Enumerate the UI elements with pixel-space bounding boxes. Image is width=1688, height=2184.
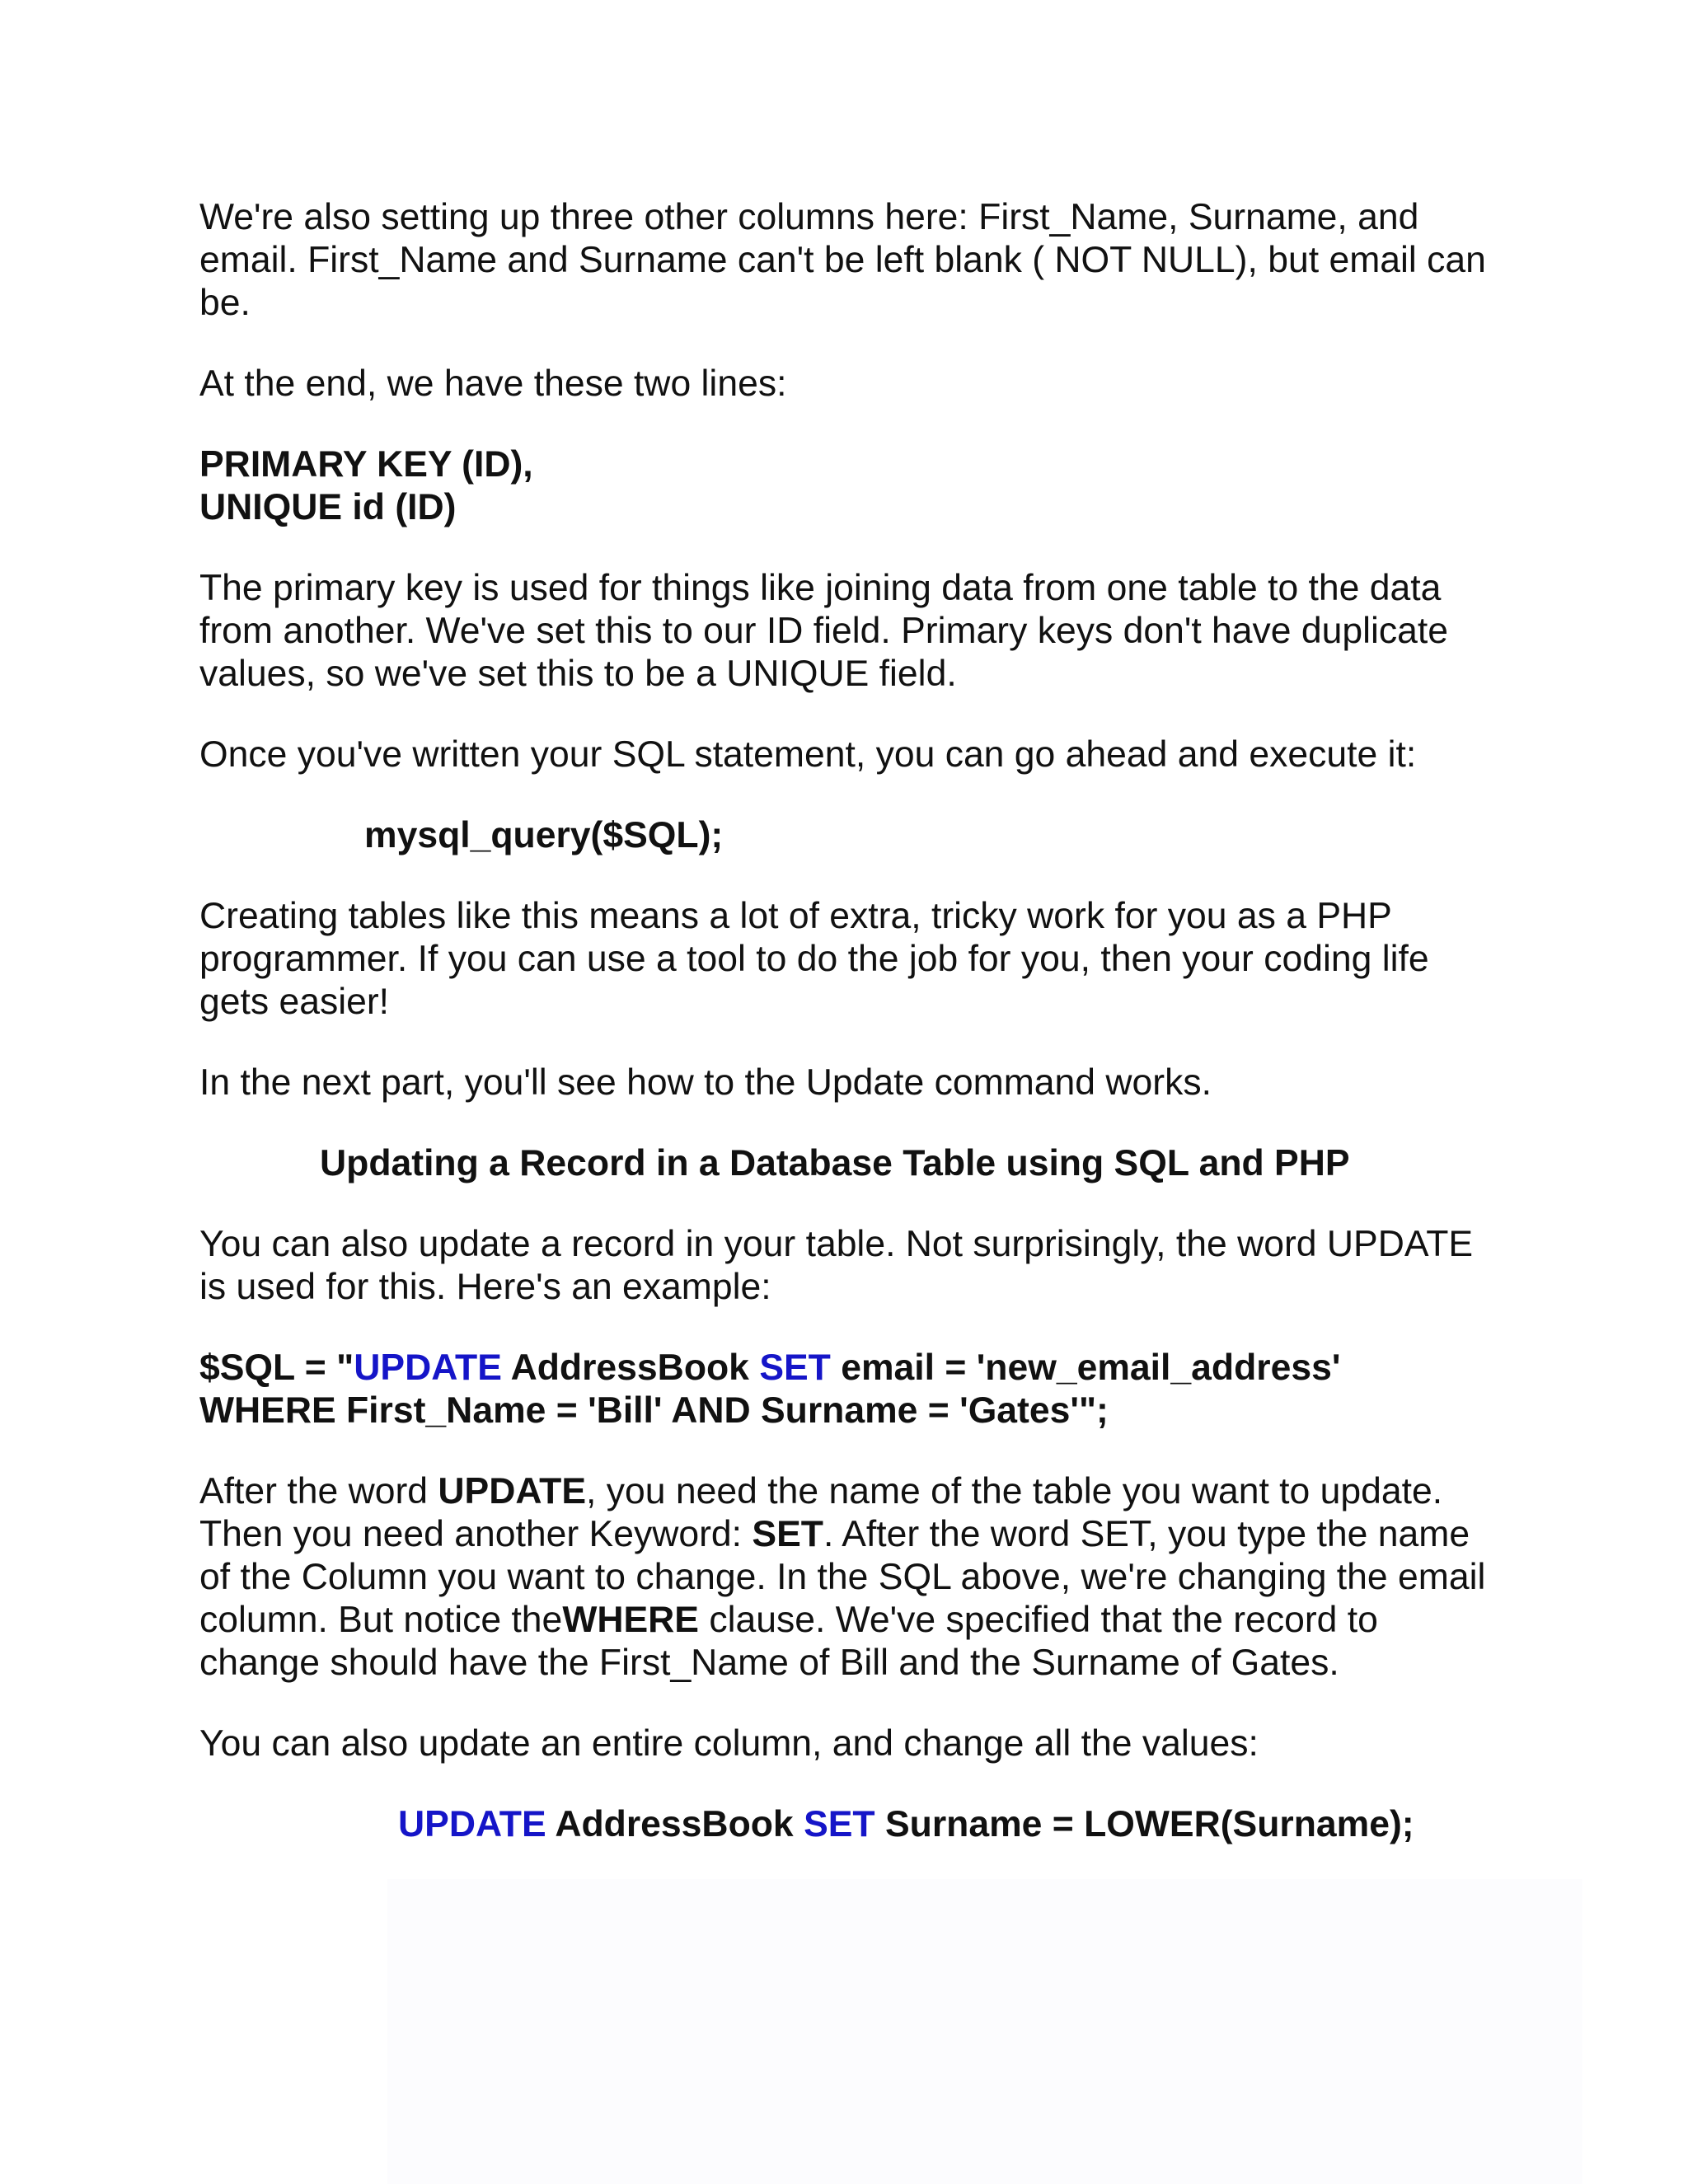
paragraph-next-part: In the next part, you'll see how to the Update command works. (199, 1062, 1212, 1103)
explanation-text-2: , you need the name of the table you want to update. Then you need another Keyword: (199, 1471, 1443, 1554)
paragraph-execute: Once you've written your SQL statement, you can go ahead and execute it: (199, 734, 1417, 775)
paragraph-update-intro: You can also update a record in your table. Not surprisingly, the word UPDATE is used for this. Here's an example: (199, 1224, 1474, 1307)
unique-id-line: UNIQUE id (ID) (199, 487, 457, 527)
sql-set-clause: email = 'new_email_address' (830, 1347, 1341, 1388)
explanation-bold-where: WHERE (562, 1600, 699, 1640)
explanation-text-1: After the word (199, 1471, 438, 1511)
paragraph-primary-key: The primary key is used for things like joining data from one table to the data from another. We've set this to our ID field. Primary keys don't have duplicate values, so we've set this to be a UNIQUE field. (199, 568, 1449, 694)
paragraph-entire-column: You can also update an entire column, and change all the values: (199, 1723, 1259, 1764)
code-table-name: AddressBook (546, 1804, 804, 1844)
sql-table-name: AddressBook (501, 1347, 760, 1388)
paragraph-end-lines: At the end, we have these two lines: (199, 363, 787, 404)
sql-update-example (199, 1347, 1502, 1432)
sql-keyword-update: UPDATE (354, 1347, 502, 1388)
key-lines (199, 443, 1502, 529)
paragraph-columns: We're also setting up three other columns here: First_Name, Surname, and email. First_Name and Surname can't be left blank ( NOT NULL), but email can be. (199, 197, 1486, 323)
document-page (199, 196, 1502, 1884)
paragraph-update-explanation (199, 1470, 1502, 1685)
explanation-bold-update: UPDATE (438, 1471, 587, 1511)
section-heading: Updating a Record in a Database Table using SQL and PHP (320, 1143, 1350, 1183)
explanation-bold-set: SET (752, 1514, 823, 1554)
sql-keyword-set: SET (759, 1347, 831, 1388)
code-keyword-update: UPDATE (398, 1804, 546, 1844)
code-update-lower (199, 1803, 1502, 1846)
explanation-text-4: clause. We've specified that the record to change should have the First_Name of Bill and the Surname of Gates. (199, 1600, 1378, 1683)
code-keyword-set: SET (804, 1804, 875, 1844)
sql-prefix: $SQL = " (199, 1347, 354, 1388)
paragraph-tools: Creating tables like this means a lot of extra, tricky work for you as a PHP programmer. If you can use a tool to do the job for you, then your coding life gets easier! (199, 896, 1429, 1022)
primary-key-line: PRIMARY KEY (ID), (199, 444, 533, 485)
sql-where-clause: WHERE First_Name = 'Bill' AND Surname = 'Gates'"; (199, 1390, 1109, 1431)
background-band (387, 1879, 1582, 2184)
explanation-text-3: . After the word SET, you type the name of the Column you want to change. In the SQL above, we're changing the email column. But notice the (199, 1514, 1486, 1640)
code-mysql-query: mysql_query($SQL); (364, 815, 724, 855)
code-set-lower: Surname = LOWER(Surname); (874, 1804, 1414, 1844)
